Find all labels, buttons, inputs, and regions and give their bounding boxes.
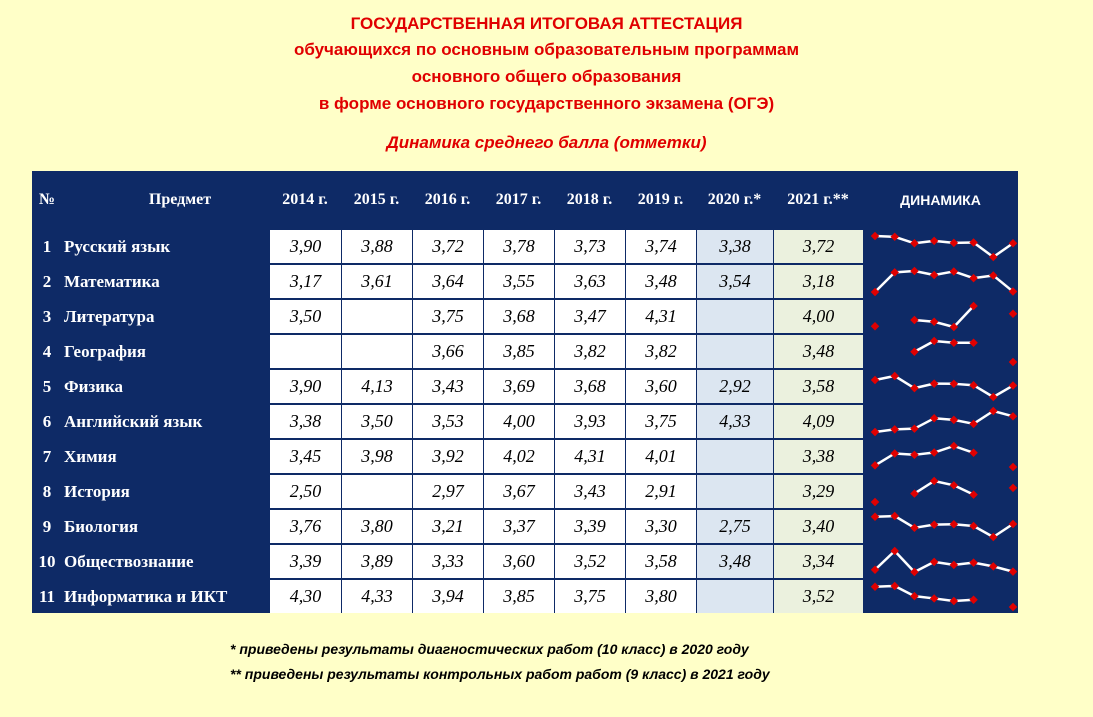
sparkline-point [871,232,879,240]
score-cell: 3,82 [555,335,625,368]
score-cell: 3,29 [774,475,863,508]
score-cell: 3,38 [697,230,773,263]
sparkline-segment [974,411,994,424]
sparkline-point [950,561,958,569]
sparkline-point [1009,484,1017,492]
results-table [32,171,1018,613]
score-cell: 3,52 [774,580,863,613]
score-cell: 2,75 [697,510,773,543]
score-cell: 2,50 [270,475,341,508]
score-cell: 3,61 [342,265,412,298]
row-number: 1 [42,237,52,256]
score-cell: 3,60 [484,545,554,578]
header-year-2018: 2018 г. [566,191,613,208]
sparkline-point [890,425,898,433]
score-cell: 3,43 [555,475,625,508]
score-cell [697,300,773,333]
score-cell: 3,90 [270,370,341,403]
sparkline-point [910,267,918,275]
score-cell [697,475,773,508]
score-cell: 4,13 [342,370,412,403]
score-cell: 3,93 [555,405,625,438]
sparkline-point [930,448,938,456]
score-cell: 3,60 [626,370,696,403]
sparkline-segment [974,526,994,537]
sparkline-segment [954,306,974,327]
subject-name: Обществознание [64,552,194,571]
sparkline-point [969,595,977,603]
score-cell: 4,02 [484,440,554,473]
score-cell: 4,00 [774,300,863,333]
score-cell: 3,85 [484,335,554,368]
score-cell: 3,58 [626,545,696,578]
dynamics-sparkline [870,371,1018,402]
row-number: 8 [42,482,52,501]
sparkline-point [890,582,898,590]
score-cell: 3,68 [484,300,554,333]
row-number: 5 [42,377,52,396]
score-cell [697,335,773,368]
sparkline-point [950,416,958,424]
score-cell: 3,72 [413,230,483,263]
score-cell: 3,33 [413,545,483,578]
sparkline-point [930,594,938,602]
dynamics-sparkline [870,301,1018,332]
title-line-2: обучающихся по основным образовательным программам [293,40,800,59]
sparkline-point [871,376,879,384]
score-cell: 3,48 [626,265,696,298]
sparkline-segment [993,275,1013,291]
score-cell [697,440,773,473]
dynamics-sparkline [870,546,1018,577]
score-cell: 3,88 [342,230,412,263]
row-number: 10 [38,552,56,571]
subject-name: Информатика и ИКТ [64,587,228,606]
sparkline-point [969,558,977,566]
sparkline-point [969,449,977,457]
row-number: 7 [42,447,52,466]
sparkline-point [950,520,958,528]
score-cell: 2,91 [626,475,696,508]
sparkline-point [910,239,918,247]
row-number: 2 [42,272,52,291]
row-number: 4 [42,342,52,361]
score-cell: 3,90 [270,230,341,263]
score-cell: 3,18 [774,265,863,298]
dynamics-sparkline [870,441,1018,472]
sparkline-point [930,237,938,245]
score-cell: 3,74 [626,230,696,263]
sparkline-segment [914,562,934,572]
sparkline-point [930,520,938,528]
sparkline-segment [895,516,915,528]
sparkline-point [950,239,958,247]
header-dynamics: ДИНАМИКА [900,192,981,208]
score-cell: 3,34 [774,545,863,578]
score-cell: 4,09 [774,405,863,438]
score-cell: 4,30 [270,580,341,613]
sparkline-segment [914,341,934,352]
score-cell: 3,75 [555,580,625,613]
sparkline-segment [993,524,1013,537]
score-cell: 3,69 [484,370,554,403]
title-line-3: основного общего образования [411,67,682,86]
header-year-2020: 2020 г.* [707,191,762,208]
subject-name: Химия [64,447,117,466]
sparkline-point [1009,412,1017,420]
score-cell: 3,30 [626,510,696,543]
score-cell: 2,97 [413,475,483,508]
score-cell: 3,72 [774,230,863,263]
sparkline-point [930,318,938,326]
sparkline-point [950,481,958,489]
score-cell: 3,21 [413,510,483,543]
header-year-2016: 2016 г. [424,191,471,208]
score-cell: 3,40 [774,510,863,543]
subtitle: Динамика среднего балла (отметки) [386,133,707,152]
score-cell: 3,89 [342,545,412,578]
sparkline-segment [954,485,974,494]
score-cell: 3,48 [697,545,773,578]
score-cell: 3,68 [555,370,625,403]
sparkline-point [871,583,879,591]
sparkline-segment [875,551,895,570]
score-cell [697,580,773,613]
subject-name: Физика [64,377,124,396]
score-cell: 3,76 [270,510,341,543]
sparkline-point [950,442,958,450]
sparkline-point [871,513,879,521]
sparkline-point [969,274,977,282]
sparkline-point [1009,603,1017,611]
score-cell: 3,78 [484,230,554,263]
score-cell: 4,31 [555,440,625,473]
score-cell: 3,94 [413,580,483,613]
score-cell: 3,50 [270,300,341,333]
score-cell: 3,67 [484,475,554,508]
sparkline-segment [914,418,934,428]
score-cell: 4,01 [626,440,696,473]
sparkline-point [930,271,938,279]
score-cell: 3,47 [555,300,625,333]
header-year-2021: 2021 г.** [787,191,849,208]
score-cell: 3,37 [484,510,554,543]
sparkline-segment [875,272,895,292]
sparkline-point [950,597,958,605]
sparkline-point [1009,310,1017,318]
score-cell: 3,75 [413,300,483,333]
score-cell: 3,80 [342,510,412,543]
sparkline-point [910,451,918,459]
score-cell [270,335,341,368]
sparkline-segment [914,481,934,494]
score-cell: 3,98 [342,440,412,473]
subject-name: Биология [64,517,139,536]
subject-name: География [64,342,146,361]
sparkline-point [950,267,958,275]
score-cell: 3,17 [270,265,341,298]
score-cell: 3,38 [774,440,863,473]
sparkline-segment [895,551,915,572]
score-cell: 4,33 [342,580,412,613]
score-cell: 3,80 [626,580,696,613]
sparkline-point [871,498,879,506]
score-cell: 3,39 [555,510,625,543]
header-year-2014: 2014 г. [282,191,328,208]
sparkline-segment [993,386,1013,397]
subject-name: История [64,482,130,501]
sparkline-point [989,562,997,570]
score-cell: 3,85 [484,580,554,613]
sparkline-point [910,316,918,324]
score-cell: 3,54 [697,265,773,298]
score-cell: 3,50 [342,405,412,438]
header-num: № [38,191,56,208]
score-cell: 3,58 [774,370,863,403]
header-subject: Предмет [148,191,212,208]
score-cell: 3,82 [626,335,696,368]
sparkline-segment [895,376,915,388]
score-cell: 3,53 [413,405,483,438]
score-cell [342,475,412,508]
sparkline-point [1009,463,1017,471]
sparkline-segment [875,453,895,465]
footnote-2021: ** приведены результаты контрольных работ работ (9 класс) в 2021 году [230,666,770,682]
score-cell: 2,92 [697,370,773,403]
score-cell: 3,43 [413,370,483,403]
dynamics-sparkline [870,511,1018,542]
score-cell: 3,39 [270,545,341,578]
score-cell: 3,48 [774,335,863,368]
score-cell: 3,63 [555,265,625,298]
sparkline-point [890,233,898,241]
header-year-2015: 2015 г. [353,191,400,208]
sparkline-point [969,338,977,346]
sparkline-point [1009,567,1017,575]
score-cell: 3,55 [484,265,554,298]
row-number: 6 [42,412,52,431]
score-cell [342,300,412,333]
score-cell: 3,92 [413,440,483,473]
sparkline-point [930,379,938,387]
sparkline-segment [993,243,1013,257]
header-year-2019: 2019 г. [637,191,684,208]
dynamics-sparkline [870,231,1018,262]
sparkline-point [930,558,938,566]
dynamics-sparkline [870,336,1018,367]
score-cell: 4,33 [697,405,773,438]
dynamics-sparkline [870,406,1018,437]
sparkline-segment [974,242,994,257]
score-cell: 3,38 [270,405,341,438]
score-cell: 3,66 [413,335,483,368]
subject-name: Литература [64,307,155,326]
sparkline-point [969,490,977,498]
title: ГОСУДАРСТВЕННАЯ ИТОГОВАЯ АТТЕСТАЦИЯ [350,14,743,33]
score-cell: 3,45 [270,440,341,473]
subject-name: Русский язык [64,237,171,256]
sparkline-point [950,380,958,388]
row-number: 9 [42,517,52,536]
score-cell: 3,75 [626,405,696,438]
score-cell: 3,73 [555,230,625,263]
subject-name: Математика [64,272,160,291]
footnote-2020: * приведены результаты диагностических работ (10 класс) в 2020 году [230,641,749,657]
dynamics-sparkline [870,476,1018,507]
dynamics-sparkline [870,581,1018,612]
sparkline-point [910,592,918,600]
score-cell: 4,00 [484,405,554,438]
score-cell [342,335,412,368]
score-cell: 3,52 [555,545,625,578]
subject-name: Английский язык [64,412,203,431]
title-line-4: в форме основного государственного экзамена (ОГЭ) [318,94,775,113]
header-year-2017: 2017 г. [495,191,542,208]
sparkline-segment [974,385,994,397]
sparkline-point [1009,358,1017,366]
sparkline-segment [895,586,915,596]
sparkline-point [871,428,879,436]
sparkline-point [950,338,958,346]
dynamics-sparkline [870,266,1018,297]
row-number: 11 [38,587,56,606]
sparkline-point [871,322,879,330]
row-number: 3 [42,307,52,326]
score-cell: 4,31 [626,300,696,333]
score-cell: 3,64 [413,265,483,298]
